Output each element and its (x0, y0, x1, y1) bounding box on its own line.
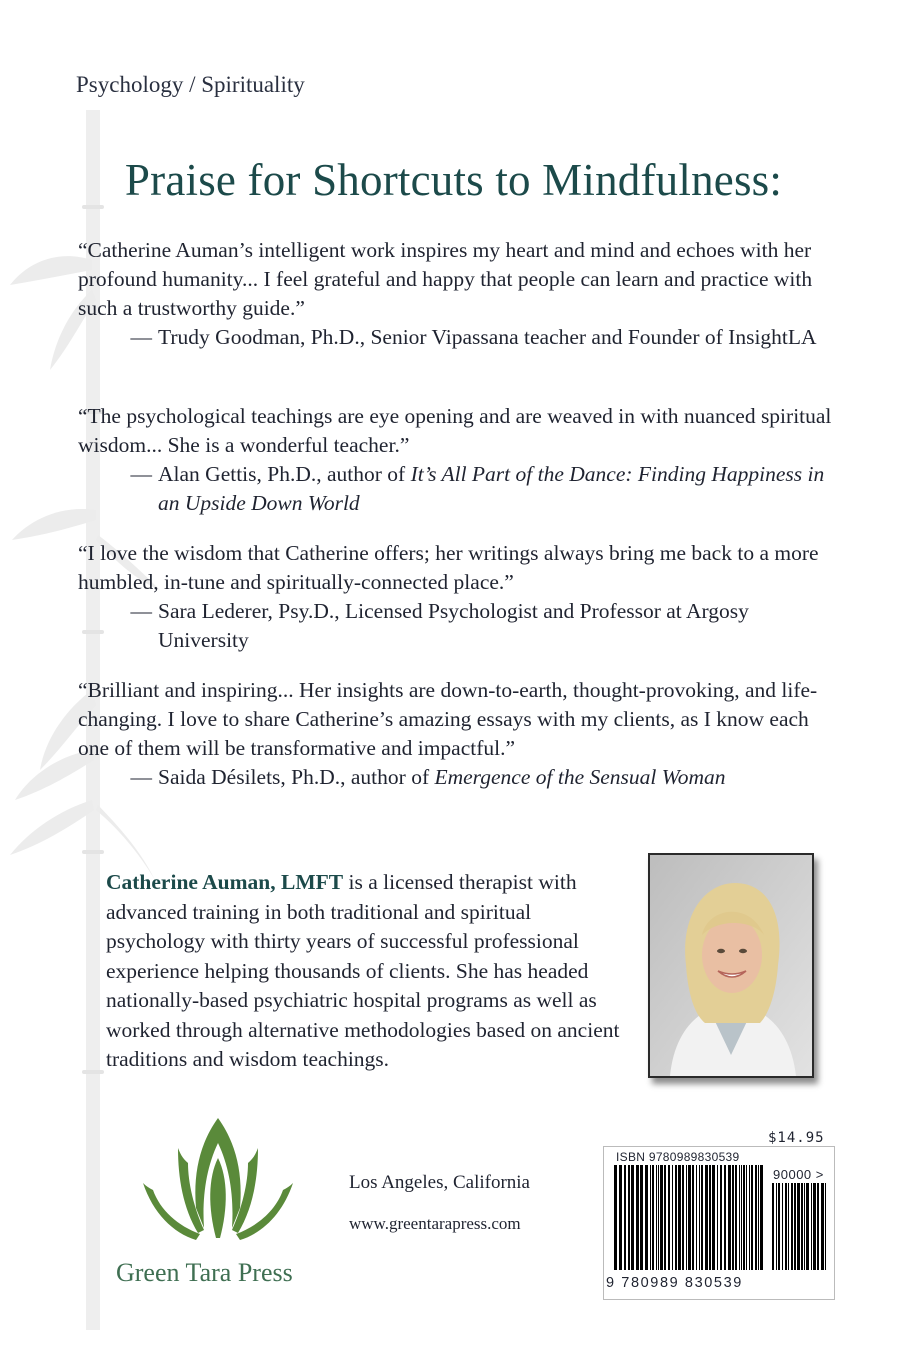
barcode-bars-icon (612, 1165, 764, 1270)
attribution-text: Saida Désilets, Ph.D., author of (158, 765, 435, 789)
attribution-text: Trudy Goodman, Ph.D., Senior Vipassana teacher and Founder of InsightLA (158, 325, 817, 349)
review-quote (78, 402, 838, 518)
publisher-name: Green Tara Press (116, 1258, 293, 1287)
book-title: Emergence of the Sensual Woman (434, 765, 726, 789)
category-label: Psychology / Spirituality (76, 72, 305, 97)
publisher-city: Los Angeles, California (349, 1172, 530, 1193)
review-quote (78, 676, 838, 792)
author-bio (106, 868, 626, 1075)
praise-headline: Praise for Shortcuts to Mindfulness: (124, 155, 783, 205)
quote-dash: — (130, 325, 152, 349)
attribution-text: Alan Gettis, Ph.D., author of (158, 462, 411, 486)
quote-attribution (78, 460, 838, 518)
author-photo (648, 853, 814, 1078)
price-label: $14.95 (768, 1130, 825, 1146)
quote-text: “Catherine Auman’s intelligent work inspires my heart and mind and echoes with her profound humanity... I feel grateful and happy that people can learn and practice with such a trustworthy guide.” (78, 238, 813, 320)
book-title: It’s All Part of the Dance: Finding Happiness in an Upside Down World (158, 462, 825, 515)
barcode-digits: 9 780989 830539 (606, 1275, 743, 1291)
review-quote (78, 236, 838, 352)
author-name: Catherine Auman, LMFT (106, 870, 344, 894)
quote-attribution (78, 763, 838, 792)
quote-text: “Brilliant and inspiring... Her insights are down-to-earth, thought-provoking, and life-changing. I love to share Catherine’s amazing essays with my clients, as I know each one of them will be transformative and impactful.” (78, 678, 818, 760)
isbn-label: ISBN 9780989830539 (616, 1150, 740, 1164)
bio-text: is a licensed therapist with advanced training in both traditional and spiritual psychology with thirty years of successful professional experience helping thousands of clients. She has headed nationally-based psychiatric hospital programs as well as worked through alternative methodologies based on ancient traditions and wisdom teachings. (106, 870, 620, 1071)
review-quote (78, 539, 838, 655)
publisher-website: www.greentarapress.com (349, 1214, 521, 1233)
quote-attribution (78, 597, 838, 655)
quote-text: “I love the wisdom that Catherine offers; her writings always bring me back to a more humbled, in-tune and spiritually-connected place.” (78, 541, 819, 594)
quote-attribution (78, 323, 838, 352)
lotus-logo-icon (138, 1118, 298, 1248)
addon-bars-icon (770, 1183, 830, 1270)
quote-dash: — (130, 599, 152, 623)
attribution-text: Sara Lederer, Psy.D., Licensed Psychologist and Professor at Argosy University (158, 599, 749, 652)
quote-text: “The psychological teachings are eye opening and are weaved in with nuanced spiritual wisdom... She is a wonderful teacher.” (78, 404, 832, 457)
author-portrait-icon (650, 855, 812, 1076)
quote-dash: — (130, 765, 152, 789)
quote-dash: — (130, 462, 152, 486)
barcode-addon-label: 90000 > (773, 1167, 824, 1182)
